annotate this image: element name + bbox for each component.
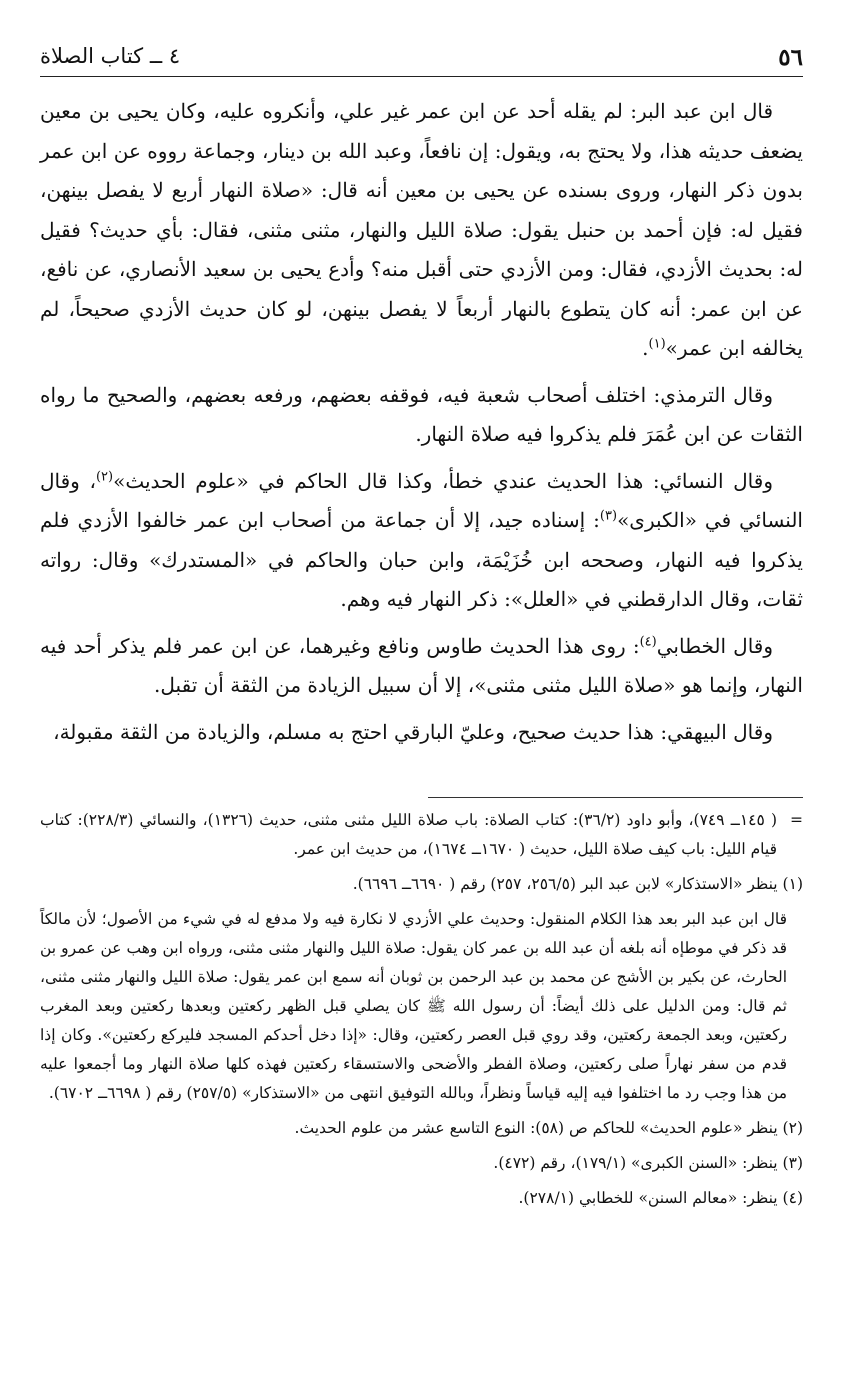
paragraph-text: وقال الترمذي: اختلف أصحاب شعبة فيه، فوقفه بعضهم، ورفعه بعضهم، والصحيح ما رواه الثقات عن ابن عُمَرَ فلم يذكروا فيه صلاة النهار. xyxy=(40,382,803,446)
paragraph-tirmidhi xyxy=(40,376,803,455)
paragraph-tail: . xyxy=(642,336,649,360)
paragraph-text: ، وقال النسائي في «الكبرى» xyxy=(40,468,803,532)
paragraph-bayhaqi xyxy=(40,713,803,753)
paragraph-khattabi xyxy=(40,627,803,706)
footnote-continuation xyxy=(40,806,803,864)
paragraph-tail: : إسناده جيد، إلا أن جماعة من أصحاب ابن عمر خالفوا الأزدي فلم يذكروا فيه النهار، وصححه ابن خُزَيْمَة، وابن حبان والحاكم في «المستدرك» وقال: رواته ثقات، وقال الدارقطني في «العلل»: ذكر النهار فيه وهم. xyxy=(40,508,803,611)
footnote-ref-3: (٣) xyxy=(599,508,618,524)
footnote-ref-1: (١) xyxy=(648,336,666,352)
footnote-3: (٣) ينظر: «السنن الكبرى» (١٧٩/١)، رقم (٤٧٢). xyxy=(493,1154,803,1172)
paragraph-text: وقال النسائي: هذا الحديث عندي خطأ، وكذا قال الحاكم في «علوم الحديث» xyxy=(113,468,773,493)
footnote-1: (١) ينظر «الاستذكار» لابن عبد البر (٢٥٦/٥، ٢٥٧) رقم ( ٦٦٩٠ــ ٦٦٩٦). xyxy=(352,875,803,893)
footnotes xyxy=(40,806,803,1219)
page-header xyxy=(40,36,803,77)
footnote-separator xyxy=(428,797,803,798)
paragraph-text: قال ابن عبد البر: لم يقله أحد عن ابن عمر غير علي، وأنكروه عليه، وكان يحيى بن معين يضعف حديثه هذا، ولا يحتج به، ويقول: إن نافعاً، وعبد الله بن دينار، وجماعة رووه عن ابن عمر بدون ذكر النهار، وروى بسنده عن يحيى بن معين أنه قال: «صلاة النهار أربع لا يفصل بينهن، فقيل له: فإن أحمد بن حنبل يقول: صلاة الليل والنهار، مثنى مثنى، فقال: بأي حديث؟ فقيل له: بحديث الأزدي، فقال: ومن الأزدي حتى أقبل منه؟ وأدع يحيى بن سعيد الأنصاري، عن نافع، عن ابن عمر: أنه كان يتطوع بالنهار أربعاً لا يفصل بينهن، لو كان حديث الأزدي صحيحاً، لم يخالفه ابن عمر» xyxy=(40,99,803,360)
main-text xyxy=(40,92,803,759)
footnote-ref-4: (٤) xyxy=(639,633,657,649)
paragraph-text: وقال الخطابي xyxy=(656,633,774,658)
running-head: ٤ ــ كتاب الصلاة xyxy=(40,44,181,68)
page-number: ٥٦ xyxy=(778,44,803,71)
footnote-1-quote: قال ابن عبد البر بعد هذا الكلام المنقول: وحديث علي الأزدي لا نكارة فيه ولا مدفع له في شيء من الأصول؛ لأن مالكاً قد ذكر في موطإه أنه بلغه أن عبد الله بن عمر كان يقول: صلاة الليل والنهار مثنى مثنى، ورواه ابن وهب عن عمرو بن الحارث، عن بكير بن الأشج عن محمد بن عبد الرحمن بن ثوبان أنه سمع ابن عمر يقول: صلاة الليل والنهار مثنى مثنى، ثم قال: ومن الدليل على ذلك أيضاً: أن رسول الله ﷺ كان يصلي قبل الظهر ركعتين وبعدها ركعتين وبعد المغرب ركعتين، وبعد الجمعة ركعتين، وقد روي قبل العصر ركعتين، وقال: «إذا دخل أحدكم المسجد فليركع ركعتين». وكان إذا قدم من سفر نهاراً صلى ركعتين، وصلاة الفطر والأضحى والاستسقاء ركعتين فهذه كلها صلاة النهار وما أجمعوا عليه من هذا وجب رد ما اختلفوا فيه إليه قياساً ونظراً، وبالله التوفيق انتهى من «الاستذكار» (٢٥٧/٥) رقم ( ٦٦٩٨ــ ٦٧٠٢). xyxy=(40,910,787,1102)
paragraph-nasai xyxy=(40,462,803,620)
footnote-text: ( ١٤٥ــ ٧٤٩)، وأبو داود (٣٦/٢): كتاب الصلاة: باب صلاة الليل مثنى مثنى، حديث (١٣٢٦)، والنسائي (٢٢٨/٣): كتاب قيام الليل: باب كيف صلاة الليل، حديث ( ١٦٧٠ــ ١٦٧٤)، من حديث ابن عمر. xyxy=(40,811,778,858)
paragraph-tail: : روى هذا الحديث طاوس ونافع وغيرهما، عن ابن عمر فلم يذكر أحد فيه النهار، وإنما هو «صلاة الليل مثنى مثنى»، إلا أن سبيل الزيادة من الثقة أن تقبل. xyxy=(40,633,803,697)
footnote-4: (٤) ينظر: «معالم السنن» للخطابي (٢٧٨/١). xyxy=(518,1189,803,1207)
paragraph-ibn-abd-al-barr xyxy=(40,92,803,369)
footnote-ref-2: (٢) xyxy=(95,468,114,484)
paragraph-text: وقال البيهقي: هذا حديث صحيح، وعليّ البارقي احتج به مسلم، والزيادة من الثقة مقبولة، xyxy=(53,719,773,744)
footnote-2: (٢) ينظر «علوم الحديث» للحاكم ص (٥٨): النوع التاسع عشر من علوم الحديث. xyxy=(294,1119,803,1137)
continuation-marker: = xyxy=(790,811,803,829)
